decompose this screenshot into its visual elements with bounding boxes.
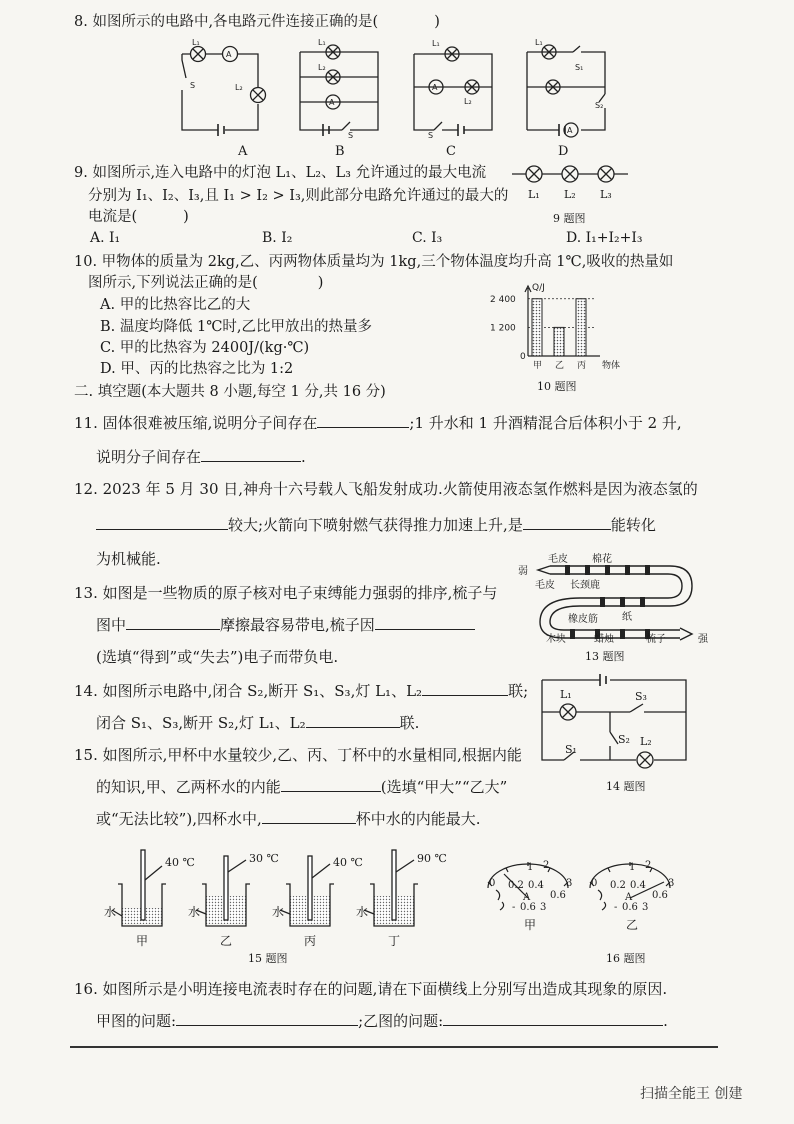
q14-s3: S₃ — [635, 690, 647, 703]
meter-1-name: 甲 — [524, 918, 537, 932]
q14-s2: S₂ — [618, 733, 630, 746]
q8-text: 8. 如图所示的电路中,各电路元件连接正确的是( — [74, 14, 379, 30]
q13-top-2: 棉花 — [592, 554, 612, 565]
q12-blank-1[interactable] — [96, 515, 228, 530]
circuit-c — [412, 39, 502, 140]
cup-3-water-label: 水 — [272, 905, 285, 919]
q13-strong-label: 强 — [698, 634, 708, 645]
meter-1-scale-0: 0 — [489, 878, 496, 889]
svg-text:L₂: L₂ — [318, 63, 326, 72]
q14-part-d: 联. — [399, 714, 420, 732]
meter-1-small-1: 0.2 — [508, 880, 524, 891]
q11-line1 — [74, 412, 682, 434]
q13-mid-1: 毛皮 — [535, 580, 555, 591]
meter-1-terminal-neg: - — [512, 902, 516, 913]
svg-text:S: S — [190, 81, 196, 90]
q10-y-axis — [525, 286, 531, 356]
meter-2-unit: A — [625, 892, 633, 903]
q16-part-b: 甲图的问题: — [96, 1012, 177, 1030]
svg-text:A: A — [432, 83, 438, 92]
q12-line2 — [96, 514, 656, 536]
q12-line3: 为机械能. — [96, 550, 161, 568]
meter-1-scale-1: 1 — [527, 862, 534, 873]
meter-1-terminal-3: 3 — [540, 902, 547, 913]
q16-blank-2[interactable] — [443, 1011, 663, 1026]
q11-part-b: ;1 升水和 1 升酒精混合后体积小于 2 升, — [409, 414, 682, 432]
svg-text:L₁: L₁ — [432, 39, 440, 48]
circuit-d — [525, 38, 615, 137]
meter-2-scale-1: 1 — [629, 862, 636, 873]
q15-part-c: (选填“甲大”“乙大” — [380, 778, 508, 796]
q13-line1: 13. 如图是一些物质的原子核对电子束缚能力强弱的排序,梳子与 — [74, 584, 498, 602]
meter-2-terminal-06: 0.6 — [622, 902, 638, 913]
q13-blank-2[interactable] — [375, 615, 475, 630]
q9-option-d: D. I₁+I₂+I₃ — [566, 230, 643, 246]
cup-1-water-label: 水 — [104, 905, 117, 919]
q14-part-a: 14. 如图所示电路中,闭合 S₂,断开 S₁、S₃,灯 L₁、L₂ — [74, 682, 423, 700]
q15-caption: 15 题图 — [248, 952, 288, 965]
q10-close: ) — [317, 275, 324, 291]
cup-1-name: 甲 — [136, 934, 149, 948]
q9-option-b: B. I₂ — [262, 230, 293, 246]
q13-weak-label: 弱 — [518, 566, 528, 577]
meter-1-scale-3: 3 — [566, 878, 573, 889]
q12-line1: 12. 2023 年 5 月 30 日,神舟十六号载人飞船发射成功.火箭使用液态氢作燃料是因为液态氢的 — [74, 480, 698, 498]
svg-text:A: A — [567, 126, 573, 135]
cup-2-water-label: 水 — [188, 905, 201, 919]
q15-line3 — [96, 808, 481, 830]
meter-2-small-1: 0.2 — [610, 880, 626, 891]
svg-text:S₂: S₂ — [595, 101, 604, 110]
section-2-heading: 二. 填空题(本大题共 8 小题,每空 1 分,共 16 分) — [74, 384, 386, 400]
cup-4-temp: 90 ℃ — [417, 852, 447, 865]
q10-xlabel: 物体 — [602, 361, 621, 371]
q10-ytick-1: 1 200 — [490, 323, 516, 334]
q10-option-c: C. 甲的比热容为 2400J/(kg·℃) — [100, 340, 310, 356]
circuit-a — [180, 38, 270, 137]
q13-line2 — [96, 614, 475, 636]
meter-1-small-2: 0.4 — [528, 880, 544, 891]
q16-part-c: ;乙图的问题: — [358, 1012, 444, 1030]
cup-3-name: 丙 — [304, 934, 317, 948]
meter-1-terminal-06: 0.6 — [520, 902, 536, 913]
q13-part-c: 摩擦最容易带电,梳子因 — [220, 616, 375, 634]
scanner-watermark: 扫描全能王 创建 — [640, 1086, 743, 1102]
svg-text:L₁: L₁ — [535, 38, 543, 47]
q9-line3-text: 电流是( — [88, 209, 138, 225]
q14-line2 — [96, 712, 419, 734]
meter-2-scale-2: 2 — [645, 860, 652, 871]
q15-part-e: 杯中水的内能最大. — [355, 810, 481, 828]
page-bottom-rule — [70, 1046, 718, 1048]
meter-1-unit: A — [523, 892, 531, 903]
q11-blank-1[interactable] — [317, 413, 409, 428]
meter-2-terminal-3: 3 — [642, 902, 649, 913]
cup-2-name: 乙 — [220, 934, 233, 948]
q16-part-d: . — [663, 1012, 668, 1030]
q14-part-b: 联; — [508, 682, 529, 700]
svg-text:S: S — [428, 131, 434, 140]
q10-bar-1 — [554, 327, 564, 356]
q10-xtick-1: 乙 — [555, 361, 565, 371]
meter-1-scale-2: 2 — [543, 860, 550, 871]
q9-line1: 9. 如图所示,连入电路中的灯泡 L₁、L₂、L₃ 允许通过的最大电流 — [74, 165, 487, 181]
q11-blank-2[interactable] — [201, 447, 301, 462]
q13-top-1: 毛皮 — [548, 554, 568, 565]
q9-line2: 分别为 I₁、I₂、I₃,且 I₁ > I₂ > I₃,则此部分电路允许通过的最大的 — [88, 188, 509, 204]
svg-text:S₁: S₁ — [575, 63, 584, 72]
q10-option-d: D. 甲、丙的比热容之比为 1:2 — [100, 361, 294, 377]
q10-xtick-2: 丙 — [577, 361, 587, 371]
q10-line2-text: 图所示,下列说法正确的是( — [88, 275, 258, 291]
q9-option-a: A. I₁ — [90, 230, 121, 246]
q9-line3 — [88, 207, 189, 227]
q10-option-b: B. 温度均降低 1℃时,乙比甲放出的热量多 — [100, 319, 373, 335]
q10-bar-chart — [490, 282, 630, 374]
q10-xtick-0: 甲 — [533, 361, 543, 371]
q12-part-b: 较大;火箭向下喷射燃气获得推力加速上升,是 — [228, 516, 523, 534]
q16-caption: 16 题图 — [606, 952, 646, 965]
q13-blank-1[interactable] — [126, 615, 220, 630]
circuit-b — [298, 38, 388, 140]
q14-s1: S₁ — [565, 743, 577, 756]
cup-2-temp: 30 ℃ — [249, 852, 279, 865]
q14-line1 — [74, 680, 528, 702]
q12-blank-2[interactable] — [523, 515, 611, 530]
q10-ytick-zero: 0 — [520, 352, 526, 362]
q10-ylabel: Q/J — [532, 283, 545, 293]
q10-line2 — [88, 273, 323, 293]
q10-option-a: A. 甲的比热容比乙的大 — [100, 297, 251, 313]
q10-ytick-0: 2 400 — [490, 294, 516, 305]
lamp-l2-label: L₂ — [564, 188, 576, 201]
q15-blank-1[interactable] — [281, 777, 381, 792]
cup-4-water-label: 水 — [356, 905, 369, 919]
q14-blank-2[interactable] — [306, 713, 400, 728]
meter-1-small-3: 0.6 — [550, 890, 566, 901]
svg-text:A: A — [329, 98, 335, 107]
label-c: C — [446, 144, 456, 159]
q15-part-d: 或“无法比较”),四杯水中, — [96, 810, 262, 828]
q10-bar-2 — [576, 299, 586, 356]
q9-close: ) — [183, 209, 189, 225]
q13-line3: (选填“得到”或“失去”)电子而带负电. — [96, 648, 339, 666]
q10-bar-0 — [532, 299, 542, 356]
q15-line2 — [96, 776, 507, 798]
q14-l2: L₂ — [640, 735, 652, 748]
svg-text:L₂: L₂ — [235, 83, 243, 92]
q11-part-c: 说明分子间存在 — [96, 448, 202, 466]
svg-text:L₁: L₁ — [318, 38, 326, 47]
q10-caption: 10 题图 — [537, 380, 577, 393]
cup-3-temp: 40 ℃ — [333, 856, 363, 869]
cup-1-temp: 40 ℃ — [165, 856, 195, 869]
meter-2-scale-3: 3 — [668, 878, 675, 889]
q13-row3-1: 橡皮筋 — [568, 614, 598, 625]
q11-part-a: 11. 固体很难被压缩,说明分子间存在 — [74, 414, 318, 432]
meter-2-small-2: 0.4 — [630, 880, 646, 891]
meter-2-small-3: 0.6 — [652, 890, 668, 901]
q13-caption: 13 题图 — [585, 650, 625, 663]
label-b: B — [335, 144, 345, 159]
lamp-l1-label: L₁ — [528, 188, 540, 201]
q14-blank-1[interactable] — [422, 681, 508, 696]
q13-bottom-3: 梳子 — [646, 634, 666, 645]
q14-part-c: 闭合 S₁、S₃,断开 S₂,灯 L₁、L₂ — [96, 714, 306, 732]
q12-part-c: 能转化 — [610, 516, 656, 534]
q14-l1: L₁ — [560, 688, 572, 701]
meter-2-scale-0: 0 — [591, 878, 598, 889]
svg-text:A: A — [226, 50, 232, 59]
label-d: D — [558, 144, 569, 159]
q14-caption: 14 题图 — [606, 780, 646, 793]
q16-blank-1[interactable] — [176, 1011, 358, 1026]
svg-text:L₁: L₁ — [192, 38, 200, 47]
meter-2-terminal-neg: - — [614, 902, 618, 913]
q15-blank-2[interactable] — [262, 809, 356, 824]
q13-part-b: 图中 — [96, 616, 127, 634]
q15-part-b: 的知识,甲、乙两杯水的内能 — [96, 778, 281, 796]
q10-line1: 10. 甲物体的质量为 2kg,乙、丙两物体质量均为 1kg,三个物体温度均升高 1℃,吸收的热量如 — [74, 254, 674, 270]
q8-stem — [74, 12, 440, 32]
q13-bottom-2: 蜡烛 — [594, 634, 614, 645]
meter-2-name: 乙 — [626, 918, 639, 932]
lamp-l3-label: L₃ — [600, 188, 612, 201]
label-a: A — [238, 144, 248, 159]
svg-text:L₂: L₂ — [464, 97, 472, 106]
cup-4-name: 丁 — [388, 934, 401, 948]
q8-close: ) — [434, 14, 440, 30]
q13-row3-2: 纸 — [622, 612, 632, 623]
svg-text:S: S — [348, 131, 354, 140]
q16-line1: 16. 如图所示是小明连接电流表时存在的问题,请在下面横线上分别写出造成其现象的原因. — [74, 980, 668, 998]
q9-caption: 9 题图 — [553, 212, 586, 225]
q11-part-d: . — [301, 448, 306, 466]
q16-line2 — [96, 1010, 668, 1032]
q9-option-c: C. I₃ — [412, 230, 443, 246]
q15-line1: 15. 如图所示,甲杯中水量较少,乙、丙、丁杯中的水量相同,根据内能 — [74, 746, 522, 764]
q11-line2 — [96, 446, 306, 468]
q13-mid-2: 长颈鹿 — [570, 580, 600, 591]
q13-bottom-1: 木块 — [546, 634, 566, 645]
